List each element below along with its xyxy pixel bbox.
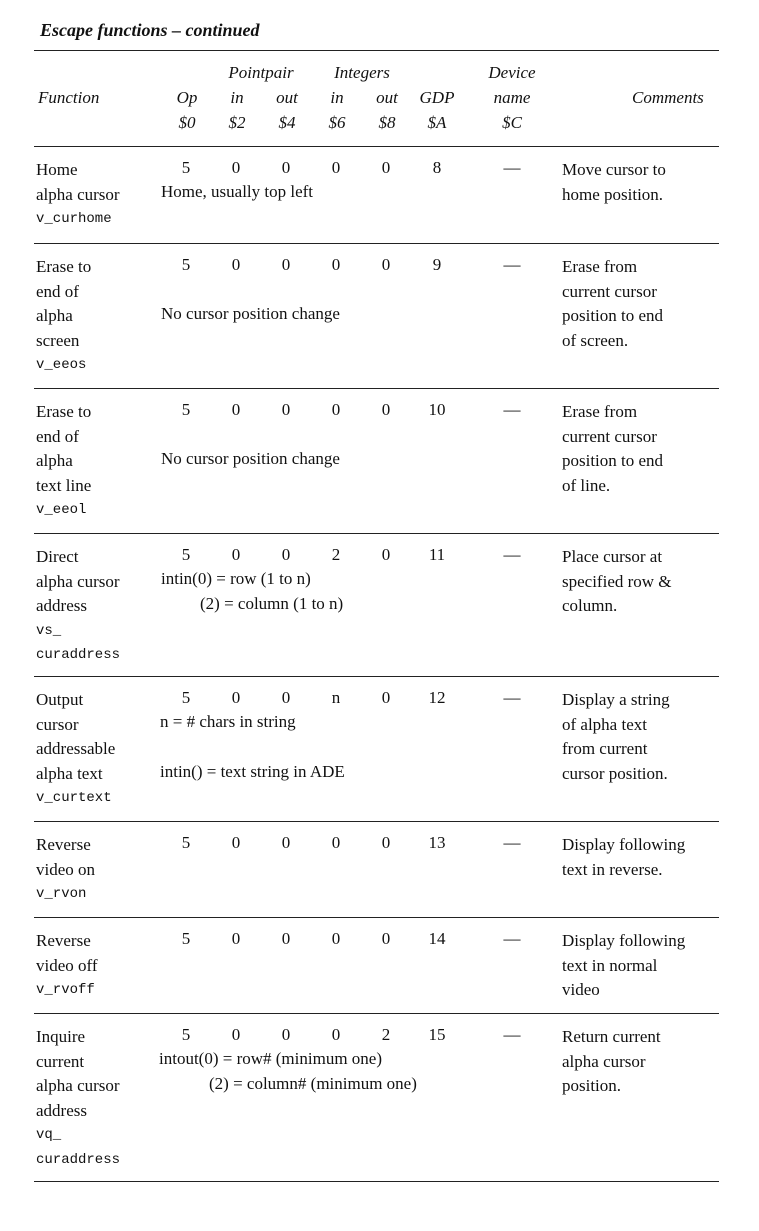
function-name-line: text line — [36, 475, 92, 495]
cell-pp-out: 0 — [281, 688, 291, 707]
function-name-line: Erase to — [36, 257, 92, 276]
comment-line: specified row & — [562, 571, 672, 591]
note-text: (2) = column# (minimum one) — [209, 1074, 417, 1093]
comment-line: of screen. — [562, 330, 629, 350]
header-pp-in-sub: $2 — [228, 113, 246, 132]
header-device: Device — [488, 63, 536, 82]
comment-line: alpha cursor — [562, 1051, 646, 1071]
comment-cell — [562, 400, 722, 498]
comment-line: text in normal — [562, 955, 658, 975]
comment-line: position to end — [562, 451, 664, 470]
comment-cell — [562, 833, 722, 882]
function-name-line: alpha — [36, 451, 73, 470]
comment-cell — [562, 929, 722, 1003]
comment-line: position. — [562, 1076, 622, 1095]
function-name-line: alpha cursor — [36, 1076, 120, 1095]
cell-int-out: 0 — [381, 833, 391, 852]
function-cell — [36, 688, 146, 811]
note-text: n = # chars in string — [160, 712, 296, 731]
cell-pp-in: 0 — [231, 929, 241, 948]
cell-device: — — [503, 158, 521, 177]
cell-pp-out: 0 — [281, 158, 291, 177]
cell-gdp: 9 — [432, 255, 442, 274]
cell-gdp: 11 — [428, 545, 446, 564]
cell-pp-in: 0 — [231, 158, 241, 177]
note-text: No cursor position change — [161, 449, 340, 468]
cell-pp-in: 0 — [231, 400, 241, 419]
comment-line: Return current — [562, 1027, 661, 1046]
cell-pp-out: 0 — [281, 545, 291, 564]
row-rule — [34, 821, 719, 822]
header-pp-out: out — [276, 88, 298, 107]
cell-pp-in: 0 — [231, 833, 241, 852]
note-text: (2) = column (1 to n) — [200, 594, 344, 613]
function-cell — [36, 833, 146, 907]
function-name-line: end of — [36, 281, 79, 301]
function-name-line: Reverse — [36, 931, 91, 950]
cell-pp-out: 0 — [281, 255, 291, 274]
function-name-line: address — [36, 1100, 87, 1120]
function-name-line: Direct — [36, 547, 79, 566]
comment-line: from current — [562, 739, 648, 758]
cell-int-out: 0 — [381, 929, 391, 948]
row-rule — [34, 533, 719, 534]
cell-int-in: 2 — [331, 545, 341, 564]
cell-op: 5 — [181, 255, 191, 274]
cell-pp-in: 0 — [231, 545, 241, 564]
cell-int-in: 0 — [331, 158, 341, 177]
comment-line: Move cursor to — [562, 160, 666, 179]
comment-cell — [562, 545, 722, 619]
row-rule — [34, 917, 719, 918]
header-pp-in: in — [230, 88, 244, 107]
comment-cell — [562, 1025, 722, 1099]
header-comments: Comments — [632, 88, 704, 107]
comment-line: position to end — [562, 306, 664, 325]
header-integers: Integers — [334, 63, 390, 82]
function-code: vq_ — [36, 1127, 62, 1143]
header-pp-out-sub: $4 — [278, 113, 296, 132]
header-pointpair: Pointpair — [228, 63, 294, 82]
cell-device: — — [503, 545, 521, 564]
comment-cell — [562, 255, 722, 353]
header-int-in: in — [330, 88, 344, 107]
top-rule — [34, 50, 719, 51]
header-function: Function — [38, 88, 100, 107]
function-code: curaddress — [36, 1151, 121, 1168]
function-code: v_curtext — [36, 790, 112, 806]
row-rule — [34, 676, 719, 677]
header-int-out-sub: $8 — [378, 113, 396, 132]
function-name-line: Reverse — [36, 835, 91, 854]
row-rule — [34, 243, 719, 244]
comment-cell — [562, 688, 722, 786]
header-op-sub: $0 — [178, 113, 196, 132]
page-title: Escape functions – continued — [40, 20, 260, 40]
function-name-line: addressable — [36, 739, 116, 758]
cell-int-out: 0 — [381, 545, 391, 564]
cell-gdp: 13 — [428, 833, 446, 852]
function-code: vs_ — [36, 622, 62, 639]
cell-int-in: 0 — [331, 929, 341, 948]
header-rule — [34, 146, 719, 147]
comment-line: home position. — [562, 184, 664, 204]
comment-line: Erase from — [562, 257, 638, 276]
function-name-line: Output — [36, 690, 84, 709]
comment-line: Place cursor at — [562, 547, 663, 566]
function-name-line: video off — [36, 955, 98, 975]
row-rule — [34, 388, 719, 389]
cell-device: — — [503, 255, 521, 274]
cell-pp-out: 0 — [281, 400, 291, 419]
comment-line: cursor position. — [562, 763, 668, 783]
header-gdp-sub: $A — [427, 113, 447, 132]
header-int-out: out — [376, 88, 398, 107]
cell-pp-out: 0 — [281, 929, 291, 948]
header-gdp: GDP — [419, 88, 455, 107]
cell-gdp: 15 — [428, 1025, 446, 1044]
function-name-line: alpha cursor — [36, 184, 120, 204]
function-code: v_rvoff — [36, 982, 95, 998]
cell-device: — — [503, 929, 521, 948]
header-device-name: name — [493, 88, 531, 107]
cell-device: — — [503, 688, 521, 707]
function-name-line: Home — [36, 160, 78, 179]
function-name-line: alpha — [36, 306, 73, 325]
function-code: v_eeos — [36, 357, 87, 373]
cell-op: 5 — [181, 400, 191, 419]
comment-line: text in reverse. — [562, 859, 663, 879]
cell-op: 5 — [181, 545, 191, 564]
function-name-line: alpha text — [36, 763, 103, 783]
function-code: curaddress — [36, 647, 121, 663]
comment-line: current cursor — [562, 426, 657, 446]
cell-int-out: 2 — [381, 1025, 391, 1044]
cell-op: 5 — [181, 688, 191, 707]
function-cell — [36, 929, 146, 1003]
function-name-line: alpha cursor — [36, 571, 120, 591]
function-name-line: current — [36, 1051, 85, 1071]
header-device-sub: $C — [502, 113, 522, 132]
comment-line: Display following — [562, 931, 686, 950]
function-code: v_rvon — [36, 886, 87, 902]
cell-device: — — [503, 400, 521, 419]
function-name-line: cursor — [36, 714, 79, 734]
comment-line: Erase from — [562, 402, 638, 421]
header-op: Op — [176, 88, 198, 107]
comment-cell — [562, 158, 722, 207]
cell-op: 5 — [181, 833, 191, 852]
note-text: intout(0) = row# (minimum one) — [159, 1049, 383, 1068]
cell-op: 5 — [181, 1025, 191, 1044]
function-name-line: Inquire — [36, 1027, 86, 1046]
cell-int-out: 0 — [381, 400, 391, 419]
cell-int-out: 0 — [381, 158, 391, 177]
cell-op: 5 — [181, 158, 191, 177]
cell-op: 5 — [181, 929, 191, 948]
note-text: No cursor position change — [161, 304, 340, 323]
cell-pp-out: 0 — [281, 1025, 291, 1044]
function-cell — [36, 255, 146, 378]
cell-pp-out: 0 — [281, 833, 291, 852]
comment-line: Display a string — [562, 690, 670, 709]
function-code: v_curhome — [36, 211, 112, 227]
comment-line: current cursor — [562, 281, 657, 301]
function-name-line: address — [36, 596, 87, 615]
cell-int-in: 0 — [331, 255, 341, 274]
cell-int-out: 0 — [381, 255, 391, 274]
note-text: intin(0) = row (1 to n) — [161, 569, 311, 588]
cell-pp-in: 0 — [231, 688, 241, 707]
comment-line: of alpha text — [562, 714, 647, 734]
cell-int-in: 0 — [331, 833, 341, 852]
cell-device: — — [503, 833, 521, 852]
function-cell — [36, 1025, 146, 1172]
header-int-in-sub: $6 — [328, 113, 346, 132]
cell-gdp: 8 — [432, 158, 442, 177]
note-text: Home, usually top left — [161, 182, 314, 201]
row-rule — [34, 1013, 719, 1014]
comment-line: video — [562, 980, 600, 999]
row-rule — [34, 1181, 719, 1182]
cell-gdp: 10 — [428, 400, 446, 419]
function-name-line: end of — [36, 426, 79, 446]
note-text: intin() = text string in ADE — [160, 762, 345, 781]
cell-pp-in: 0 — [231, 255, 241, 274]
function-name-line: video on — [36, 859, 96, 879]
function-cell — [36, 400, 146, 523]
cell-int-out: 0 — [381, 688, 391, 707]
cell-device: — — [503, 1025, 521, 1044]
comment-line: column. — [562, 596, 618, 615]
cell-gdp: 12 — [428, 688, 446, 707]
function-cell — [36, 158, 146, 232]
function-name-line: screen — [36, 330, 80, 350]
cell-int-in: 0 — [331, 400, 341, 419]
function-name-line: Erase to — [36, 402, 92, 421]
cell-int-in: 0 — [331, 1025, 341, 1044]
cell-gdp: 14 — [428, 929, 446, 948]
function-cell — [36, 545, 146, 668]
comment-line: of line. — [562, 475, 611, 495]
comment-line: Display following — [562, 835, 686, 854]
function-code: v_eeol — [36, 502, 87, 518]
cell-pp-in: 0 — [231, 1025, 241, 1044]
cell-int-in: n — [331, 688, 341, 707]
